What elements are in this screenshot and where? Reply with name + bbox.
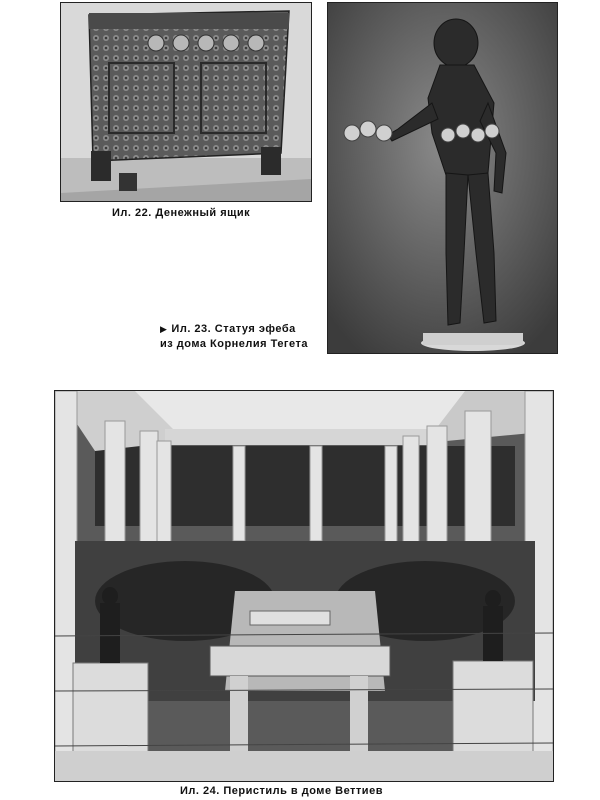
figure-24-caption: Ил. 24. Перистиль в доме Веттиев	[180, 785, 383, 797]
caption-arrow-icon: ▶	[160, 324, 168, 334]
figure-23-caption	[160, 322, 330, 352]
figure-22-caption: Ил. 22. Денежный ящик	[112, 207, 251, 219]
figure-23-caption-line2: из дома Корнелия Тегета	[160, 338, 308, 350]
ephebe-statue-photo	[327, 2, 558, 354]
peristyle-photo	[54, 390, 554, 782]
money-chest-photo	[60, 2, 312, 202]
figure-23-caption-line1: Ил. 23. Статуя эфеба	[171, 323, 296, 335]
